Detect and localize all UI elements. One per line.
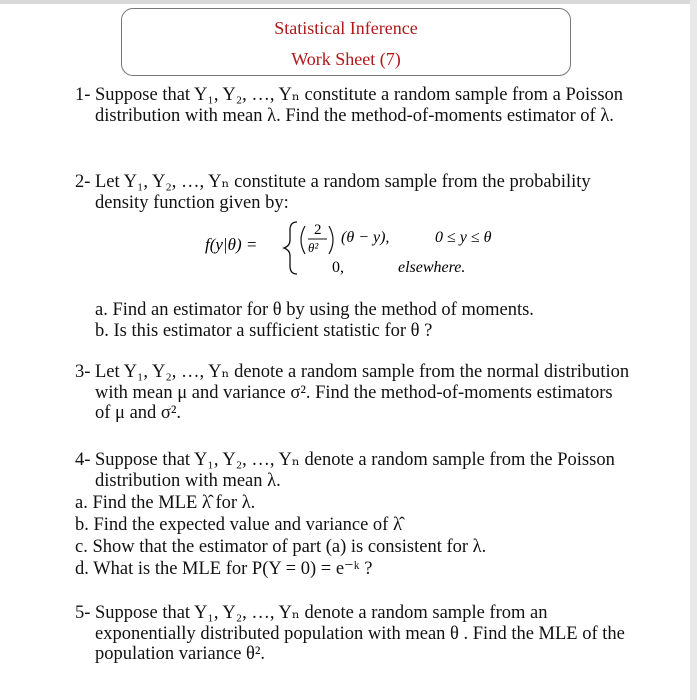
question-4-part-a: a. Find the MLE λ̂ for λ. (75, 493, 256, 513)
case2-expression: 0, (332, 259, 344, 276)
formula-lhs: f(y|θ) = (205, 235, 258, 254)
question-text: Suppose that Y₁, Y₂, …, Yₙ denote a random sample from an exponentially distributed population with mean θ . Find the MLE of the population variance θ². (95, 603, 625, 664)
question-2-part-a: a. Find an estimator for θ by using the method of moments. (95, 300, 534, 320)
question-number: 1- (75, 85, 91, 105)
case2-condition: elsewhere. (398, 259, 466, 276)
title-box (121, 8, 571, 76)
question-number: 5- (75, 603, 91, 623)
fraction-numerator: 2 (314, 222, 322, 238)
fraction-denominator: θ² (308, 240, 319, 255)
question-text: Suppose that Y₁, Y₂, …, Yₙ denote a random sample from the Poisson distribution with mean λ. (95, 450, 615, 491)
question-3 (75, 362, 630, 424)
top-edge (0, 0, 697, 4)
worksheet-title: Statistical Inference (274, 18, 418, 38)
paren-open (301, 226, 305, 254)
question-number: 3- (75, 362, 91, 382)
pdf-formula (205, 210, 545, 280)
case1-condition: 0 ≤ y ≤ θ (435, 229, 492, 246)
question-text: Suppose that Y₁, Y₂, …, Yₙ constitute a random sample from a Poisson distribution with mean λ. Find the method-of-moments estimator of λ. (95, 85, 624, 126)
left-brace (284, 222, 297, 274)
question-4-part-b: b. Find the expected value and variance of λ̂ (75, 515, 402, 535)
question-2 (75, 172, 640, 213)
question-1 (75, 85, 635, 126)
question-4 (75, 450, 615, 491)
question-2-part-b: b. Is this estimator a sufficient statistic for θ ? (95, 321, 433, 341)
worksheet-subtitle: Work Sheet (7) (291, 49, 401, 69)
question-number: 2- (75, 172, 91, 192)
case1-expression: (θ − y), (341, 229, 390, 246)
paren-close (329, 226, 333, 254)
question-4-part-d: d. What is the MLE for P(Y = 0) = e⁻ᵏ ? (75, 559, 373, 579)
question-number: 4- (75, 450, 91, 470)
question-4-part-c: c. Show that the estimator of part (a) is consistent for λ. (75, 537, 487, 557)
question-text: Let Y₁, Y₂, …, Yₙ constitute a random sample from the probability density function given by: (95, 172, 591, 213)
right-edge (690, 0, 697, 700)
question-text: Let Y₁, Y₂, …, Yₙ denote a random sample from the normal distribution with mean μ and variance σ². Find the method-of-moments estimators of μ and σ². (95, 362, 630, 423)
question-5 (75, 603, 650, 665)
